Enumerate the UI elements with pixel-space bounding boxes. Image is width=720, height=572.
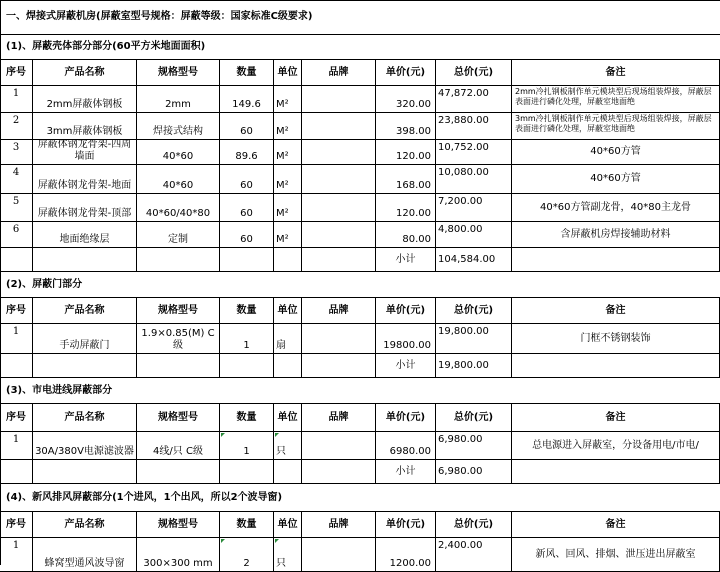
cell-unit[interactable]: M² xyxy=(274,86,302,113)
cell-price[interactable]: 1200.00 xyxy=(376,538,436,572)
header-note[interactable]: 备注 xyxy=(512,404,720,432)
header-qty[interactable]: 数量 xyxy=(220,404,274,432)
cell-price[interactable]: 80.00 xyxy=(376,222,436,248)
cell-price[interactable]: 320.00 xyxy=(376,86,436,113)
cell-qty[interactable]: 60 xyxy=(220,113,274,140)
cell-price[interactable]: 168.00 xyxy=(376,165,436,194)
cell-no[interactable]: 1 xyxy=(0,432,33,460)
cell-indicator-icon xyxy=(275,433,279,437)
cell-price[interactable]: 120.00 xyxy=(376,140,436,165)
cell-qty[interactable]: 60 xyxy=(220,222,274,248)
subtotal-empty[interactable] xyxy=(220,460,274,484)
header-no[interactable]: 序号 xyxy=(0,404,33,432)
subtotal-empty[interactable] xyxy=(33,460,137,484)
cell-note[interactable]: 40*60方管 xyxy=(512,140,720,165)
header-qty[interactable]: 数量 xyxy=(220,512,274,538)
cell-brand[interactable] xyxy=(302,432,376,460)
header-qty[interactable]: 数量 xyxy=(220,60,274,86)
section-title[interactable]: (4)、新风排风屏蔽部分(1个进风，1个出风，所以2个波导窗) xyxy=(0,484,720,512)
subtotal-value[interactable]: 104,584.00 xyxy=(436,248,512,272)
subtotal-empty[interactable] xyxy=(137,354,220,378)
header-unit[interactable]: 单位 xyxy=(274,298,302,324)
cell-name[interactable]: 2mm屏蔽体钢板 xyxy=(33,86,137,113)
cell-indicator-icon xyxy=(221,539,225,543)
cell-unit[interactable]: M² xyxy=(274,165,302,194)
cell-no[interactable]: 3 xyxy=(0,140,33,165)
header-brand[interactable]: 品牌 xyxy=(302,404,376,432)
header-unit[interactable]: 单位 xyxy=(274,404,302,432)
cell-note[interactable]: 总电源进入屏蔽室，分设备用电/市电/ xyxy=(512,432,720,460)
cell-name[interactable]: 屏蔽体钢龙骨架-顶部 xyxy=(33,194,137,222)
header-price[interactable]: 单价(元) xyxy=(376,404,436,432)
subtotal-empty[interactable] xyxy=(0,248,33,272)
subtotal-empty[interactable] xyxy=(274,248,302,272)
header-total[interactable]: 总价(元) xyxy=(436,512,512,538)
header-brand[interactable]: 品牌 xyxy=(302,60,376,86)
header-qty[interactable]: 数量 xyxy=(220,298,274,324)
header-spec[interactable]: 规格型号 xyxy=(137,512,220,538)
cell-spec[interactable]: 1.9×0.85(M) C级 xyxy=(137,324,220,354)
header-spec[interactable]: 规格型号 xyxy=(137,404,220,432)
cell-brand[interactable] xyxy=(302,140,376,165)
header-name[interactable]: 产品名称 xyxy=(33,404,137,432)
cell-name[interactable]: 30A/380V电源滤波器 xyxy=(33,432,137,460)
cell-qty[interactable]: 149.6 xyxy=(220,86,274,113)
cell-unit[interactable]: 只 xyxy=(274,538,302,572)
header-spec[interactable]: 规格型号 xyxy=(137,60,220,86)
header-note[interactable]: 备注 xyxy=(512,60,720,86)
cell-brand[interactable] xyxy=(302,324,376,354)
cell-brand[interactable] xyxy=(302,222,376,248)
cell-qty[interactable]: 1 xyxy=(220,432,274,460)
subtotal-empty[interactable] xyxy=(0,460,33,484)
cell-note[interactable]: 3mm冷扎钢板制作单元模块型后现场组装焊接，屏蔽层表面进行磷化处理，屏蔽室地面绝 xyxy=(512,113,720,140)
subtotal-empty[interactable] xyxy=(274,460,302,484)
cell-unit[interactable]: 扇 xyxy=(274,324,302,354)
cell-total[interactable]: 2,400.00 xyxy=(436,538,512,572)
cell-price[interactable]: 6980.00 xyxy=(376,432,436,460)
subtotal-empty[interactable] xyxy=(137,248,220,272)
cell-indicator-icon xyxy=(221,433,225,437)
cell-total[interactable]: 47,872.00 xyxy=(436,86,512,113)
cell-note[interactable]: 含屏蔽机房焊接辅助材料 xyxy=(512,222,720,248)
header-price[interactable]: 单价(元) xyxy=(376,512,436,538)
cell-unit[interactable]: 只 xyxy=(274,432,302,460)
header-name[interactable]: 产品名称 xyxy=(33,512,137,538)
cell-name[interactable]: 屏蔽体钢龙骨架-四周墙面 xyxy=(33,140,137,165)
subtotal-empty[interactable] xyxy=(137,460,220,484)
cell-no[interactable]: 1 xyxy=(0,86,33,113)
subtotal-empty[interactable] xyxy=(512,248,720,272)
header-unit[interactable]: 单位 xyxy=(274,512,302,538)
cell-no[interactable]: 1 xyxy=(0,538,33,572)
cell-qty[interactable]: 60 xyxy=(220,165,274,194)
cell-brand[interactable] xyxy=(302,165,376,194)
header-no[interactable]: 序号 xyxy=(0,60,33,86)
header-brand[interactable]: 品牌 xyxy=(302,298,376,324)
cell-name[interactable]: 地面绝缘层 xyxy=(33,222,137,248)
header-price[interactable]: 单价(元) xyxy=(376,60,436,86)
header-price[interactable]: 单价(元) xyxy=(376,298,436,324)
cell-price[interactable]: 398.00 xyxy=(376,113,436,140)
cell-name[interactable]: 手动屏蔽门 xyxy=(33,324,137,354)
header-no[interactable]: 序号 xyxy=(0,512,33,538)
cell-total[interactable]: 10,752.00 xyxy=(436,140,512,165)
cell-total[interactable]: 7,200.00 xyxy=(436,194,512,222)
header-total[interactable]: 总价(元) xyxy=(436,298,512,324)
subtotal-empty[interactable] xyxy=(220,248,274,272)
section-title[interactable]: (2)、屏蔽门部分 xyxy=(0,272,720,298)
subtotal-empty[interactable] xyxy=(33,354,137,378)
subtotal-empty[interactable] xyxy=(302,354,376,378)
cell-total[interactable]: 23,880.00 xyxy=(436,113,512,140)
subtotal-empty[interactable] xyxy=(274,354,302,378)
cell-note[interactable]: 门框不锈钢装饰 xyxy=(512,324,720,354)
cell-brand[interactable] xyxy=(302,86,376,113)
subtotal-empty[interactable] xyxy=(220,354,274,378)
cell-spec[interactable]: 定制 xyxy=(137,222,220,248)
header-brand[interactable]: 品牌 xyxy=(302,512,376,538)
header-name[interactable]: 产品名称 xyxy=(33,60,137,86)
cell-spec[interactable]: 4线/只 C级 xyxy=(137,432,220,460)
cell-unit[interactable]: M² xyxy=(274,222,302,248)
cell-no[interactable]: 4 xyxy=(0,165,33,194)
sheet-title[interactable]: 一、焊接式屏蔽机房(屏蔽室型号规格：屏蔽等级：国家标准C级要求) xyxy=(0,0,720,35)
header-spec[interactable]: 规格型号 xyxy=(137,298,220,324)
cell-qty[interactable]: 60 xyxy=(220,194,274,222)
header-note[interactable]: 备注 xyxy=(512,512,720,538)
subtotal-empty[interactable] xyxy=(33,248,137,272)
cell-brand[interactable] xyxy=(302,538,376,572)
cell-total[interactable]: 10,080.00 xyxy=(436,165,512,194)
subtotal-label[interactable]: 小计 xyxy=(376,248,436,272)
cell-unit[interactable]: M² xyxy=(274,140,302,165)
header-unit[interactable]: 单位 xyxy=(274,60,302,86)
cell-unit[interactable]: M² xyxy=(274,194,302,222)
subtotal-value[interactable]: 6,980.00 xyxy=(436,460,512,484)
cell-total[interactable]: 4,800.00 xyxy=(436,222,512,248)
cell-no[interactable]: 1 xyxy=(0,324,33,354)
header-no[interactable]: 序号 xyxy=(0,298,33,324)
cell-note[interactable]: 2mm冷扎钢板制作单元模块型后现场组装焊接，屏蔽层表面进行磷化处理，屏蔽室地面绝 xyxy=(512,86,720,113)
cell-no[interactable]: 5 xyxy=(0,194,33,222)
cell-spec[interactable]: 焊接式结构 xyxy=(137,113,220,140)
cell-brand[interactable] xyxy=(302,194,376,222)
cell-indicator-icon xyxy=(275,539,279,543)
cell-spec[interactable]: 2mm xyxy=(137,86,220,113)
subtotal-empty[interactable] xyxy=(512,460,720,484)
cell-note[interactable]: 40*60方管 xyxy=(512,165,720,194)
subtotal-empty[interactable] xyxy=(512,354,720,378)
cell-spec[interactable]: 300×300 mm xyxy=(137,538,220,572)
cell-price[interactable]: 19800.00 xyxy=(376,324,436,354)
cell-name[interactable]: 屏蔽体钢龙骨架-地面 xyxy=(33,165,137,194)
cell-qty[interactable]: 2 xyxy=(220,538,274,572)
cell-no[interactable]: 2 xyxy=(0,113,33,140)
header-name[interactable]: 产品名称 xyxy=(33,298,137,324)
header-total[interactable]: 总价(元) xyxy=(436,404,512,432)
section-title[interactable]: (1)、屏蔽壳体部分部分(60平方米地面面积) xyxy=(0,35,720,60)
cell-note[interactable]: 新风、回风、排烟、泄压进出屏蔽室 xyxy=(512,538,720,572)
cell-spec[interactable]: 40*60/40*80 xyxy=(137,194,220,222)
cell-total[interactable]: 6,980.00 xyxy=(436,432,512,460)
cell-qty[interactable]: 1 xyxy=(220,324,274,354)
section-title[interactable]: (3)、市电进线屏蔽部分 xyxy=(0,378,720,404)
subtotal-empty[interactable] xyxy=(302,460,376,484)
header-total[interactable]: 总价(元) xyxy=(436,60,512,86)
cell-note[interactable]: 40*60方管副龙骨，40*80主龙骨 xyxy=(512,194,720,222)
cell-price[interactable]: 120.00 xyxy=(376,194,436,222)
cell-unit[interactable]: M² xyxy=(274,113,302,140)
cell-qty[interactable]: 89.6 xyxy=(220,140,274,165)
cell-brand[interactable] xyxy=(302,113,376,140)
cell-name[interactable]: 3mm屏蔽体钢板 xyxy=(33,113,137,140)
cell-no[interactable]: 6 xyxy=(0,222,33,248)
subtotal-label[interactable]: 小计 xyxy=(376,460,436,484)
cell-spec[interactable]: 40*60 xyxy=(137,140,220,165)
cell-spec[interactable]: 40*60 xyxy=(137,165,220,194)
subtotal-value[interactable]: 19,800.00 xyxy=(436,354,512,378)
subtotal-empty[interactable] xyxy=(302,248,376,272)
subtotal-empty[interactable] xyxy=(0,354,33,378)
header-note[interactable]: 备注 xyxy=(512,298,720,324)
subtotal-label[interactable]: 小计 xyxy=(376,354,436,378)
cell-name[interactable]: 蜂窝型通风波导窗 xyxy=(33,538,137,572)
cell-total[interactable]: 19,800.00 xyxy=(436,324,512,354)
